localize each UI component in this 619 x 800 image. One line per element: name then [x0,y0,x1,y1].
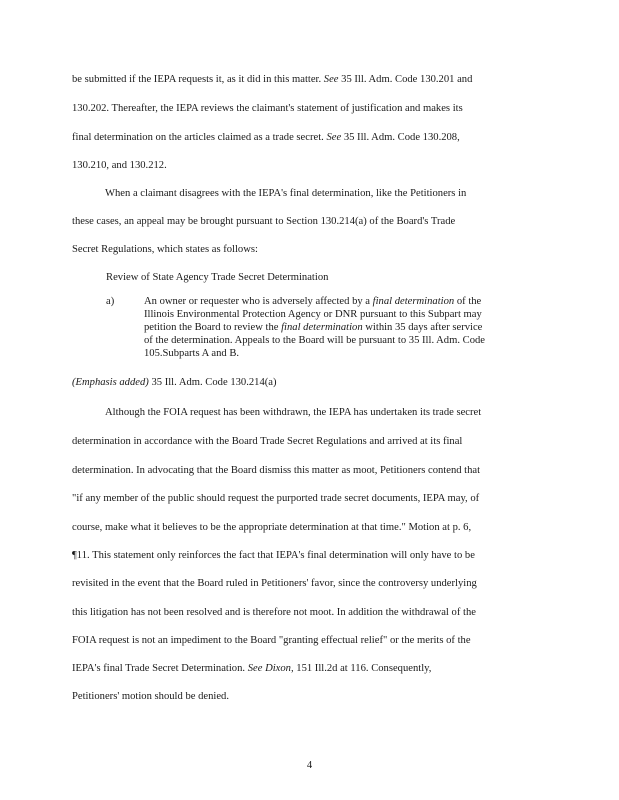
body-line: IEPA's final Trade Secret Determination. See Dixon, 151 Ill.2d at 116. Consequently, [72,663,432,674]
body-line: Petitioners' motion should be denied. [72,691,229,702]
body-line: "if any member of the public should request the purported trade secret documents, IEPA may, of [72,493,480,504]
body-line: 130.210, and 130.212. [72,160,167,171]
body-line: course, make what it believes to be the appropriate determination at that time." Motion at p. 6, [72,522,472,533]
quote-line: Illinois Environmental Protection Agency or DNR pursuant to this Subpart may [144,309,482,320]
body-line: revisited in the event that the Board ruled in Petitioners' favor, since the controversy underlying [72,578,477,589]
page-number: 4 [306,760,313,771]
body-line: final determination on the articles claimed as a trade secret. See 35 Ill. Adm. Code 130.208, [72,132,460,143]
quote-line: 105.Subparts A and B. [144,348,240,359]
quote-title: Review of State Agency Trade Secret Determination [106,272,329,283]
body-line: this litigation has not been resolved and is therefore not moot. In addition the withdrawal of the [72,607,476,618]
quote-line: of the determination. Appeals to the Board will be pursuant to 35 Ill. Adm. Code [144,335,486,346]
body-line: these cases, an appeal may be brought pursuant to Section 130.214(a) of the Board's Trade [72,216,456,227]
body-line: be submitted if the IEPA requests it, as it did in this matter. See 35 Ill. Adm. Code 130.201 and [72,74,473,85]
quote-marker: a) [106,296,115,307]
body-line: Although the FOIA request has been withdrawn, the IEPA has undertaken its trade secret [105,407,482,418]
body-line: FOIA request is not an impediment to the Board "granting effectual relief" or the merits of the [72,635,471,646]
body-line: determination. In advocating that the Board dismiss this matter as moot, Petitioners contend that [72,465,481,476]
body-line: Secret Regulations, which states as follows: [72,244,258,255]
quote-line: An owner or requester who is adversely affected by a final determination of the [144,296,482,307]
body-line: ¶11. This statement only reinforces the fact that IEPA's final determination will only have to be [72,550,475,561]
quote-citation: (Emphasis added) 35 Ill. Adm. Code 130.214(a) [72,377,277,388]
body-line: 130.202. Thereafter, the IEPA reviews the claimant's statement of justification and makes its [72,103,463,114]
body-line: When a claimant disagrees with the IEPA's final determination, like the Petitioners in [105,188,467,199]
body-line: determination in accordance with the Board Trade Secret Regulations and arrived at its final [72,436,463,447]
quote-line: petition the Board to review the final determination within 35 days after service [144,322,483,333]
